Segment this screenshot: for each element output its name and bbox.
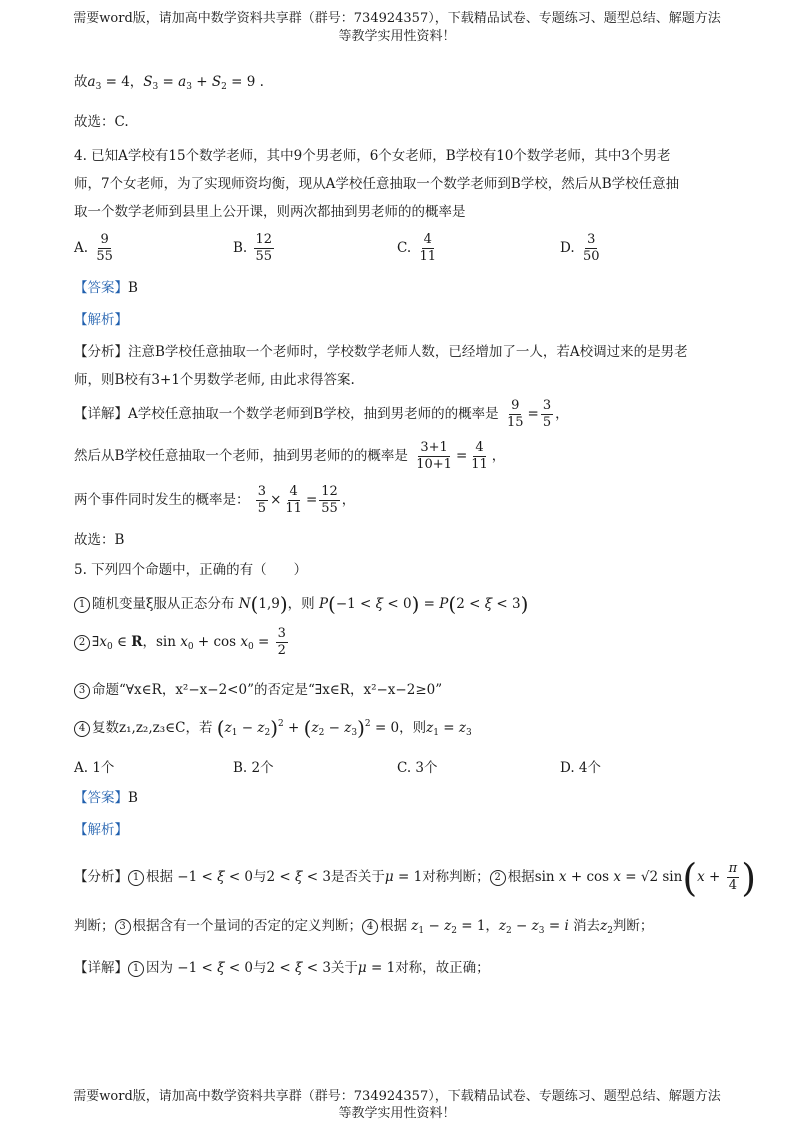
q5-fenxi-line1: 【分析】 1 根据 −1 < ξ < 0与2 < ξ < 3是否关于μ = 1对称判断； 2 根据sin x + cos x = √2 sin(x + $\frac{\pi}{4}$ ) xyxy=(74,856,757,900)
q4-option-c: C. $\frac{4}{11}$ xyxy=(397,232,436,264)
q4-stem-line1: 4. 已知A学校有15个数学老师，其中9个男老师，6个女老师，B学校有10个数学老师，其中3个男老 xyxy=(74,148,671,164)
q5-item-3: 3 命题“∀x∈R，x²−x−2<0”的否定是“∃x∈R，x²−x−2≥0” xyxy=(74,678,442,699)
page-header-line2: 等教学实用性资料！ xyxy=(338,29,456,44)
q4-stem-line3: 取一个数学老师到县里上公开课，则两次都抽到男老师的的概率是 xyxy=(74,204,466,220)
q4-analysis-tag: 【解析】 xyxy=(74,312,128,328)
q4-stem-line2: 师，7个女老师，为了实现师资均衡，现从A学校任意抽取一个数学老师到B学校，然后从B学校任意抽 xyxy=(74,176,680,192)
q4-fenxi-line1: 【分析】注意B学校任意抽取一个老师时，学校数学老师人数，已经增加了一人，若A校调过来的是男老 xyxy=(74,344,688,360)
fraction: $\frac{3}{50}$ xyxy=(582,232,600,264)
page-footer-line1: 需要word版，请加高中数学资料共享群（群号：734924357），下载精品试卷、专题练习、题型总结、解题方法 xyxy=(73,1089,721,1104)
q5-option-c: C. 3个 xyxy=(397,760,438,776)
q4-option-b: B. $\frac{12}{55}$ xyxy=(233,232,273,264)
q5-analysis-tag: 【解析】 xyxy=(74,822,128,838)
q4-answer: 【答案】B xyxy=(74,280,138,296)
q3-conclusion: 故$a_3 = 4$，$S_3 = a_3 + S_2 = 9$ . xyxy=(74,74,264,92)
q5-answer: 【答案】B xyxy=(74,790,138,806)
q4-detail-line3: 两个事件同时发生的概率是： $\frac{3}{5}$ × $\frac{4}{11}$ = $\frac{12}{55}$ ， xyxy=(74,484,356,516)
page-footer-line2: 等教学实用性资料！ xyxy=(338,1106,456,1121)
q5-item-2: 2 $\exists x_0$ ∈ R，$\sin x_0 + \cos x_0$ = $\frac{3}{2}$ xyxy=(74,626,290,659)
q3-choice: 故选：C. xyxy=(74,114,129,130)
q4-option-d: D. $\frac{3}{50}$ xyxy=(560,232,600,264)
q5-option-b: B. 2个 xyxy=(233,760,274,776)
fraction: $\frac{12}{55}$ xyxy=(255,232,273,264)
q5-item-1: 1 随机变量ξ服从正态分布 N(1,9)，则 P(−1 < ξ < 0) = P(2 < ξ < 3) xyxy=(74,592,528,616)
q4-choice: 故选：B xyxy=(74,532,125,548)
q5-option-d: D. 4个 xyxy=(560,760,602,776)
q4-detail-line2: 然后从B学校任意抽取一个老师，抽到男老师的的概率是 $\frac{3+1}{10+1}$ = $\frac{4}{11}$ ， xyxy=(74,440,506,472)
q5-fenxi-line2: 判断； 3 根据含有一个量词的否定的定义判断； 4 根据 $z_1 - z_2 = 1$，$z_2 - z_3 = i$ 消去$z_2$判断； xyxy=(74,918,654,936)
fraction: $\frac{4}{11}$ xyxy=(419,232,436,264)
q5-stem: 5. 下列四个命题中，正确的有（ ） xyxy=(74,562,308,578)
q4-detail-line1: 【详解】A学校任意抽取一个数学老师到B学校，抽到男老师的的概率是 $\frac{9}{15}$ = $\frac{3}{5}$ ， xyxy=(74,398,569,430)
q5-detail-line1: 【详解】 1 因为 −1 < ξ < 0与2 < ξ < 3关于μ = 1对称，故正确； xyxy=(74,960,490,976)
q5-option-a: A. 1个 xyxy=(74,760,115,776)
fraction: $\frac{9}{55}$ xyxy=(96,232,113,264)
q4-fenxi-line2: 师，则B校有3+1个男数学老师, 由此求得答案. xyxy=(74,372,355,388)
q5-item-4: 4 复数z₁,z₂,z₃∈C，若 $(z_1 - z_2)^2 + (z_2 - z_3)^2 = 0$，则$z_1 = z_3$ xyxy=(74,716,472,740)
q4-option-a: A. $\frac{9}{55}$ xyxy=(74,232,113,264)
page-header-line1: 需要word版，请加高中数学资料共享群（群号：734924357），下载精品试卷、专题练习、题型总结、解题方法 xyxy=(73,11,721,26)
